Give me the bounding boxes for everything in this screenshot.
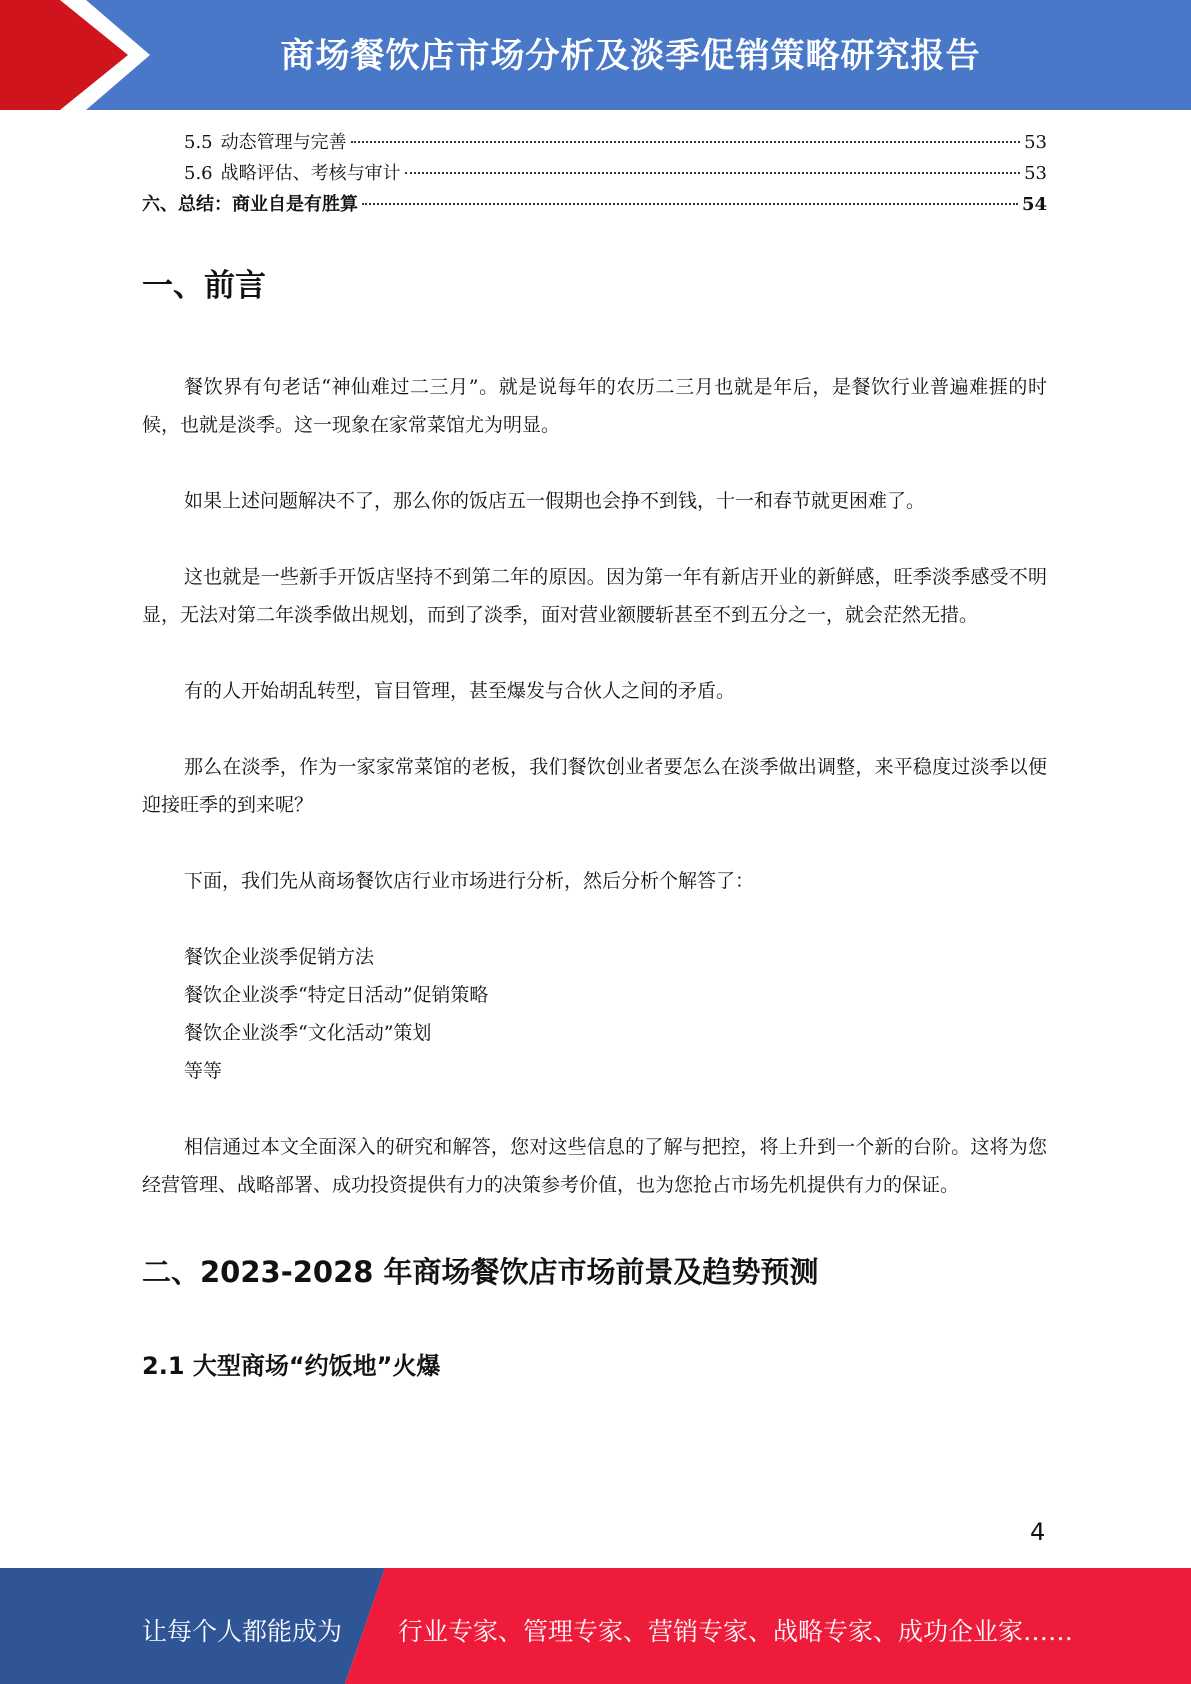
toc-entry-page: 53 [1024,163,1047,184]
toc-leader-dots [351,141,1020,143]
page-header [0,0,1191,110]
footer-slogan-left: 让每个人都能成为 [142,1617,343,1646]
paragraph: 下面，我们先从商场餐饮店行业市场进行分析，然后分析个解答了： [184,870,755,892]
report-title: 商场餐饮店市场分析及淡季促销策略研究报告 [280,36,981,76]
paragraph: 如果上述问题解决不了，那么你的饭店五一假期也会挣不到钱，十一和春节就更困难了。 [184,490,926,512]
document-body [142,262,1047,1386]
paragraph: 有的人开始胡乱转型，盲目管理，甚至爆发与合伙人之间的矛盾。 [184,680,736,702]
toc-entry-text: 动态管理与完善 [220,132,347,153]
paragraph: 相信通过本文全面深入的研究和解答，您对这些信息的了解与把控，将上升到一个新的台阶。这将为您经营管理、战略部署、成功投资提供有力的决策参考价值，也为您抢占市场先机提供有力的保证。 [142,1136,1047,1196]
page-number: 4 [1030,1518,1046,1546]
toc-leader-dots [362,203,1018,205]
toc-entry-page: 54 [1021,194,1047,215]
toc-entry-page: 53 [1024,132,1047,153]
toc-entry[interactable] [142,159,1047,190]
section-heading-preface: 一、前言 [142,268,266,304]
paragraph: 餐饮界有句老话“神仙难过二三月”。就是说每年的农历二三月也就是年后，是餐饮行业普遍难捱的时候，也就是淡季。这一现象在家常菜馆尤为明显。 [142,376,1047,436]
toc-entry[interactable] [142,128,1047,159]
subsection-heading: 2.1 大型商场“约饭地”火爆 [142,1352,441,1380]
toc-entry-number: 5.5 [184,132,213,153]
section-heading-forecast: 二、2023-2028 年商场餐饮店市场前景及趋势预测 [142,1255,819,1289]
topic-list [142,938,1047,1090]
table-of-contents [142,128,1047,221]
list-item: 等等 [184,1060,223,1082]
list-item: 餐饮企业淡季“文化活动”策划 [184,1022,432,1044]
page-footer [0,1568,1191,1684]
toc-entry-text: 战略评估、考核与审计 [220,163,401,184]
toc-entry-number: 5.6 [184,163,213,184]
footer-slogan-right: 行业专家、管理专家、营销专家、战略专家、成功企业家…… [398,1617,1074,1646]
list-item: 餐饮企业淡季“特定日活动”促销策略 [184,984,489,1006]
toc-leader-dots [405,172,1020,174]
paragraph: 那么在淡季，作为一家家常菜馆的老板，我们餐饮创业者要怎么在淡季做出调整，来平稳度过淡季以便迎接旺季的到来呢？ [142,756,1047,816]
toc-entry[interactable] [142,190,1047,221]
list-item: 餐饮企业淡季促销方法 [184,946,375,968]
toc-entry-text: 六、总结：商业自是有胜算 [142,194,358,215]
paragraph: 这也就是一些新手开饭店坚持不到第二年的原因。因为第一年有新店开业的新鲜感，旺季淡季感受不明显，无法对第二年淡季做出规划，而到了淡季，面对营业额腰斩甚至不到五分之一，就会茫然无措。 [142,566,1047,626]
